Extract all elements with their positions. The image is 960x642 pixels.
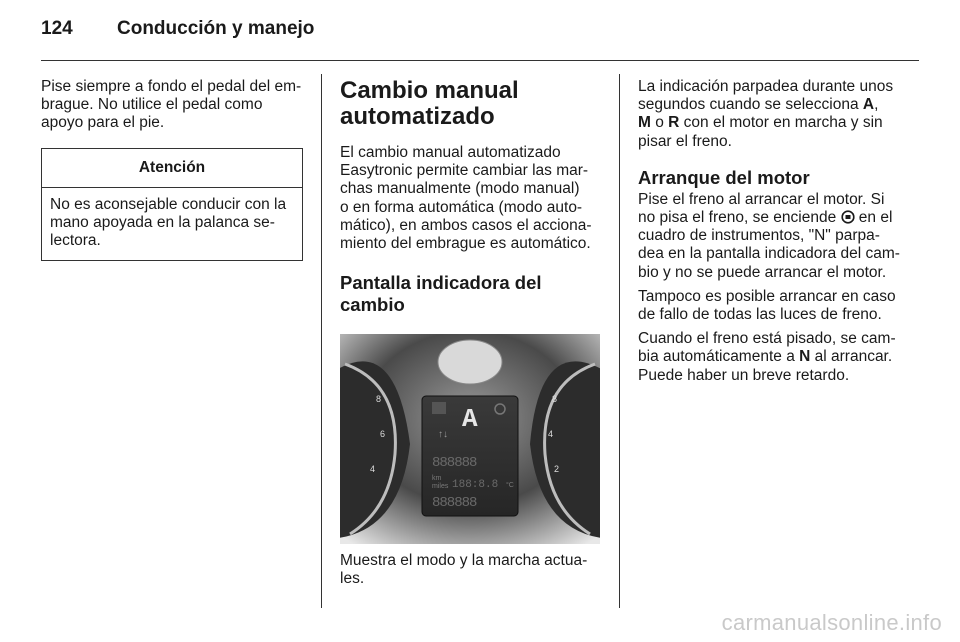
brake-pedal-warning-icon xyxy=(841,210,855,224)
svg-text:8: 8 xyxy=(552,394,558,405)
svg-text:6: 6 xyxy=(380,429,386,440)
blink-indication-text: La indicación parpadea durante unos segundos cuando se selecciona A, M o R con el motor en marcha y sin pisar el freno. xyxy=(638,78,894,150)
watermark: carmanualsonline.info xyxy=(721,610,942,635)
clutch-pedal-text: Pise siempre a fondo el pedal del em- brague. No utilice el pedal como apoyo para el pie. xyxy=(41,78,302,132)
svg-text:8: 8 xyxy=(376,394,382,405)
svg-text:4: 4 xyxy=(370,464,376,475)
svg-text:888888: 888888 xyxy=(432,455,477,472)
gear-m-label: M xyxy=(638,114,651,132)
gear-a-label: A xyxy=(862,96,875,114)
svg-text:miles: miles xyxy=(432,483,449,491)
gear-n-label: N xyxy=(799,348,811,366)
section-heading: Cambio manual automatizado xyxy=(340,77,519,130)
subsection-heading: Pantalla indicadora del cambio xyxy=(340,272,542,316)
svg-text:km: km xyxy=(432,475,442,483)
column-middle xyxy=(340,78,605,589)
header-rule xyxy=(41,60,919,61)
svg-text:188:8.8: 188:8.8 xyxy=(452,479,499,492)
attention-text: No es aconsejable conducir con la mano apoyada en la palanca se- lectora. xyxy=(50,195,287,250)
column-left xyxy=(41,78,303,261)
attention-title: Atención xyxy=(42,149,302,188)
svg-text:4: 4 xyxy=(548,429,554,440)
attention-box xyxy=(41,148,303,262)
gear-r-label: R xyxy=(668,114,680,132)
gear-letter: A xyxy=(462,404,478,435)
brake-lights-text: Tampoco es posible arrancar en caso de fallo de todas las luces de freno. xyxy=(638,287,896,324)
chapter-title: Conducción y manejo xyxy=(117,18,315,39)
section-intro: El cambio manual automatizado Easytronic permite cambiar las mar- chas manualmente (modo manual) o en forma automática (modo auto- mático), en ambos casos el acciona- miento del embrague es automático. xyxy=(340,144,592,253)
engine-start-heading: Arranque del motor xyxy=(638,166,810,188)
figure-caption: Muestra el modo y la marcha actua- les. xyxy=(340,552,588,588)
svg-text:888888: 888888 xyxy=(432,495,477,512)
gear-display-photo xyxy=(340,334,600,544)
page-header xyxy=(41,18,314,46)
svg-text:2: 2 xyxy=(554,464,560,475)
page-number: 124 xyxy=(41,18,73,39)
svg-text:°C: °C xyxy=(506,482,514,490)
engine-start-text: Pise el freno al arrancar el motor. Si no pisa el freno, se enciende en el cuadro de instrumentos, "N" parpa- dea en la pantalla indicadora del cam- bio y no se puede arrancar el motor. xyxy=(638,190,900,281)
auto-neutral-text: Cuando el freno está pisado, se cam- bia automáticamente a N al arrancar. Puede haber un breve retardo. xyxy=(638,330,896,384)
column-right xyxy=(638,78,903,385)
column-divider-1 xyxy=(321,74,322,608)
svg-text:↑↓: ↑↓ xyxy=(438,429,448,441)
column-divider-2 xyxy=(619,74,620,608)
